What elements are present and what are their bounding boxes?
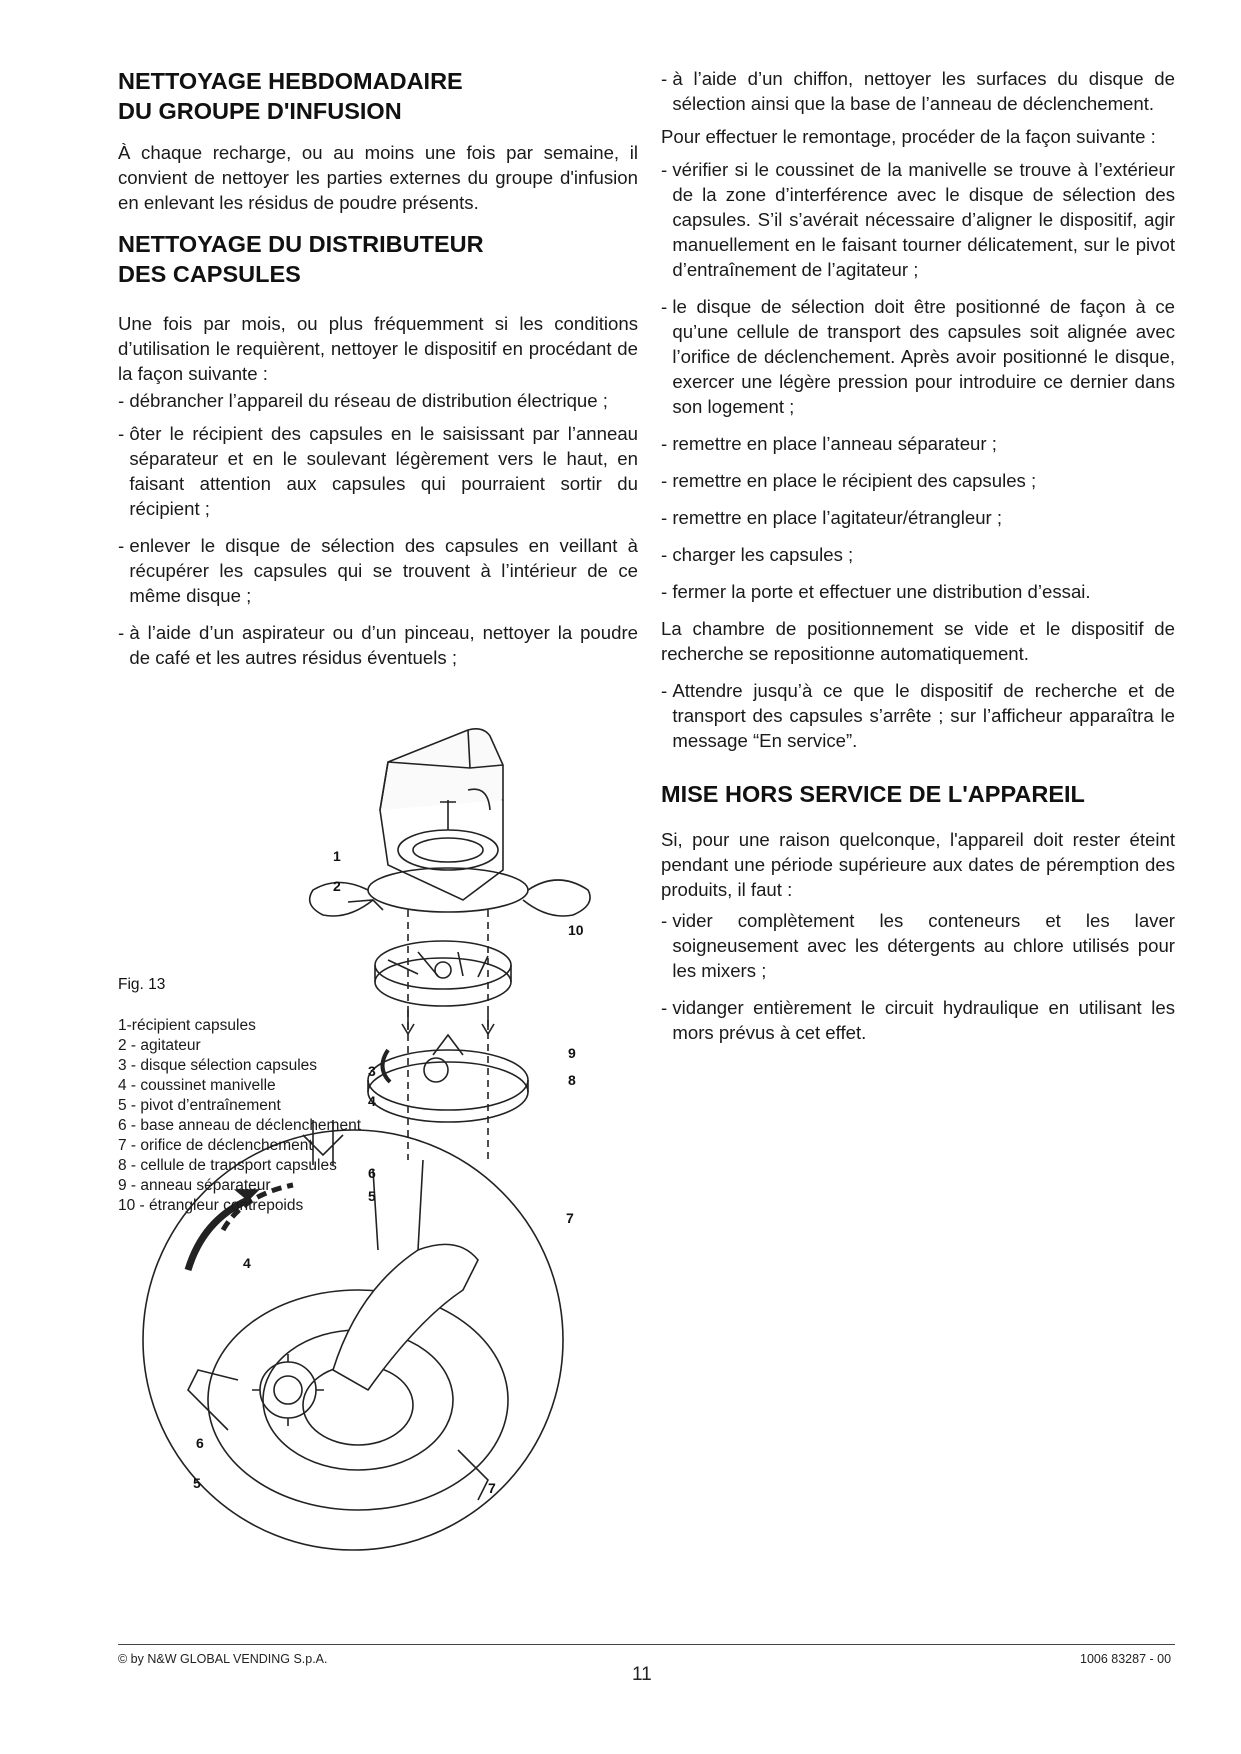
weekly-cleaning-text: À chaque recharge, ou au moins une fois par semaine, il convient de nettoyer les parties externes du groupe d'infusion en enlevant les résidus de poudre présents. xyxy=(118,142,638,213)
callout-4: 4 xyxy=(368,1093,376,1109)
detail-callout-4: 4 xyxy=(243,1255,251,1271)
legend-item: 5 - pivot d’entraînement xyxy=(118,1097,281,1114)
legend-item: 8 - cellule de transport capsules xyxy=(118,1157,337,1174)
list-item: - vérifier si le coussinet de la manivelle se trouve à l’extérieur de la zone d’interférence avec le disque de sélection des capsules. S’il s’avérait nécessaire d’aligner le dispositif, agir manuellement en le faisant tourner délicatement, sur le pivot d’entraînement de l’agitateur ; xyxy=(661,159,1175,280)
list-item-text: à l’aide d’un chiffon, nettoyer les surfaces du disque de sélection ainsi que la base de l’anneau de déclenchement. xyxy=(672,68,1175,114)
callout-5: 5 xyxy=(368,1188,376,1204)
shutdown-intro: Si, pour une raison quelconque, l'appareil doit rester éteint pendant une période supérieure aux dates de péremption des produits, il faut : xyxy=(661,829,1175,900)
title-line: DES CAPSULES xyxy=(118,261,301,287)
dispenser-intro: Une fois par mois, ou plus fréquemment si les conditions d’utilisation le requièrent, nettoyer le dispositif en procédant de la façon suivante : xyxy=(118,313,638,384)
legend-item: 6 - base anneau de déclenchement xyxy=(118,1117,362,1134)
list-item-text: enlever le disque de sélection des capsules en veillant à récupérer les capsules qui se trouvent à l’intérieur de ce même disque ; xyxy=(129,535,638,606)
legend-item: 10 - étrangleur contrepoids xyxy=(118,1197,304,1214)
list-item-text: à l’aide d’un aspirateur ou d’un pinceau, nettoyer la poudre de café et les autres résidus éventuels ; xyxy=(129,622,638,668)
legend-item: 1-récipient capsules xyxy=(118,1017,256,1034)
left-column xyxy=(118,66,638,682)
footer-divider xyxy=(118,1644,1175,1645)
list-item: - Attendre jusqu’à ce que le dispositif de recherche et de transport des capsules s’arrête ; sur l’afficheur apparaîtra le message “En service”. xyxy=(661,680,1175,751)
callout-2: 2 xyxy=(333,878,341,894)
title-line: NETTOYAGE HEBDOMADAIRE xyxy=(118,68,463,94)
callout-1: 1 xyxy=(333,848,341,864)
list-item: - remettre en place l’agitateur/étrangleur ; xyxy=(661,505,1175,530)
list-item: - enlever le disque de sélection des capsules en veillant à récupérer les capsules qui se trouvent à l’intérieur de ce même disque ; xyxy=(118,535,638,606)
list-item-text: remettre en place l’agitateur/étrangleur ; xyxy=(672,507,1003,528)
list-item-text: Attendre jusqu’à ce que le dispositif de recherche et de transport des capsules s’arrête ; sur l’afficheur apparaîtra le message “En service”. xyxy=(672,680,1175,751)
callout-6: 6 xyxy=(368,1165,376,1181)
legend-item: 4 - coussinet manivelle xyxy=(118,1077,276,1094)
list-item: - à l’aide d’un chiffon, nettoyer les surfaces du disque de sélection ainsi que la base de l’anneau de déclenchement. xyxy=(661,68,1175,114)
figure-caption: Fig. 13 xyxy=(118,976,166,993)
list-item-text: fermer la porte et effectuer une distribution d’essai. xyxy=(672,581,1091,602)
legend-item: 9 - anneau séparateur xyxy=(118,1177,271,1194)
list-item: - remettre en place l’anneau séparateur ; xyxy=(661,431,1175,456)
list-item-text: vider complètement les conteneurs et les laver soigneusement avec les détergents au chlore utilisés pour les mixers ; xyxy=(672,910,1175,981)
section-title-shutdown: MISE HORS SERVICE DE L'APPAREIL xyxy=(661,781,1085,807)
callout-8: 8 xyxy=(568,1072,576,1088)
figure-13 xyxy=(118,690,678,1625)
title-line: DU GROUPE D'INFUSION xyxy=(118,98,402,124)
section-title-capsule-dispenser xyxy=(118,229,638,289)
callout-10: 10 xyxy=(568,922,584,938)
list-item: - ôter le récipient des capsules en le saisissant par l’anneau séparateur et en le soulevant légèrement vers le haut, en faisant attention aux capsules qui pourraient sortir du récipient ; xyxy=(118,423,638,519)
list-item-text: le disque de sélection doit être positionné de façon à ce qu’une cellule de transport des capsules soit alignée avec l’orifice de déclenchement. Après avoir positionné le disque, exercer une légère pression pour introduire ce dernier dans son logement ; xyxy=(672,296,1175,417)
callout-9: 9 xyxy=(568,1045,576,1061)
title-line: NETTOYAGE DU DISTRIBUTEUR xyxy=(118,231,484,257)
reassembly-intro: Pour effectuer le remontage, procéder de la façon suivante : xyxy=(661,126,1156,147)
list-item-text: charger les capsules ; xyxy=(672,544,854,565)
figure-legend xyxy=(118,1016,361,1216)
list-item-text: débrancher l’appareil du réseau de distribution électrique ; xyxy=(129,390,608,411)
document-code: 1006 83287 - 00 xyxy=(1080,1652,1172,1666)
list-item-text: remettre en place le récipient des capsules ; xyxy=(672,470,1037,491)
list-item: - remettre en place le récipient des capsules ; xyxy=(661,468,1175,493)
legend-item: 3 - disque sélection capsules xyxy=(118,1057,318,1074)
list-item: - fermer la porte et effectuer une distribution d’essai. xyxy=(661,579,1175,604)
footer-copyright: © by N&W GLOBAL VENDING S.p.A. xyxy=(118,1652,328,1666)
page-number: 11 xyxy=(632,1664,652,1685)
list-item-text: vérifier si le coussinet de la manivelle se trouve à l’extérieur de la zone d’interférence avec le disque de sélection des capsules. S’il s’avérait nécessaire d’aligner le dispositif, agir manuellement en le faisant tourner délicatement, sur le pivot d’entraînement de l’agitateur ; xyxy=(672,159,1175,280)
chamber-text: La chambre de positionnement se vide et le dispositif de recherche se repositionne automatiquement. xyxy=(661,618,1175,664)
callout-7: 7 xyxy=(566,1210,574,1226)
detail-callout-5: 5 xyxy=(193,1475,201,1491)
section-title-weekly-cleaning xyxy=(118,66,638,126)
right-column xyxy=(661,66,1175,1057)
legend-item: 2 - agitateur xyxy=(118,1037,201,1054)
detail-callout-6: 6 xyxy=(196,1435,204,1451)
list-item: - à l’aide d’un aspirateur ou d’un pinceau, nettoyer la poudre de café et les autres résidus éventuels ; xyxy=(118,622,638,668)
list-item: - débrancher l’appareil du réseau de distribution électrique ; xyxy=(118,388,638,413)
list-item: - vider complètement les conteneurs et les laver soigneusement avec les détergents au chlore utilisés pour les mixers ; xyxy=(661,910,1175,981)
list-item: - vidanger entièrement le circuit hydraulique en utilisant les mors prévus à cet effet. xyxy=(661,997,1175,1043)
list-item-text: remettre en place l’anneau séparateur ; xyxy=(672,433,997,454)
detail-callout-7: 7 xyxy=(488,1480,496,1496)
list-item-text: ôter le récipient des capsules en le saisissant par l’anneau séparateur et en le soulevant légèrement vers le haut, en faisant attention aux capsules qui pourraient sortir du récipient ; xyxy=(129,423,638,519)
list-item-text: vidanger entièrement le circuit hydraulique en utilisant les mors prévus à cet effet. xyxy=(672,997,1175,1043)
legend-item: 7 - orifice de déclenchement xyxy=(118,1137,313,1154)
callout-3: 3 xyxy=(368,1063,376,1079)
list-item: - le disque de sélection doit être positionné de façon à ce qu’une cellule de transport des capsules soit alignée avec l’orifice de déclenchement. Après avoir positionné le disque, exercer une légère pression pour introduire ce dernier dans son logement ; xyxy=(661,296,1175,417)
list-item: - charger les capsules ; xyxy=(661,542,1175,567)
